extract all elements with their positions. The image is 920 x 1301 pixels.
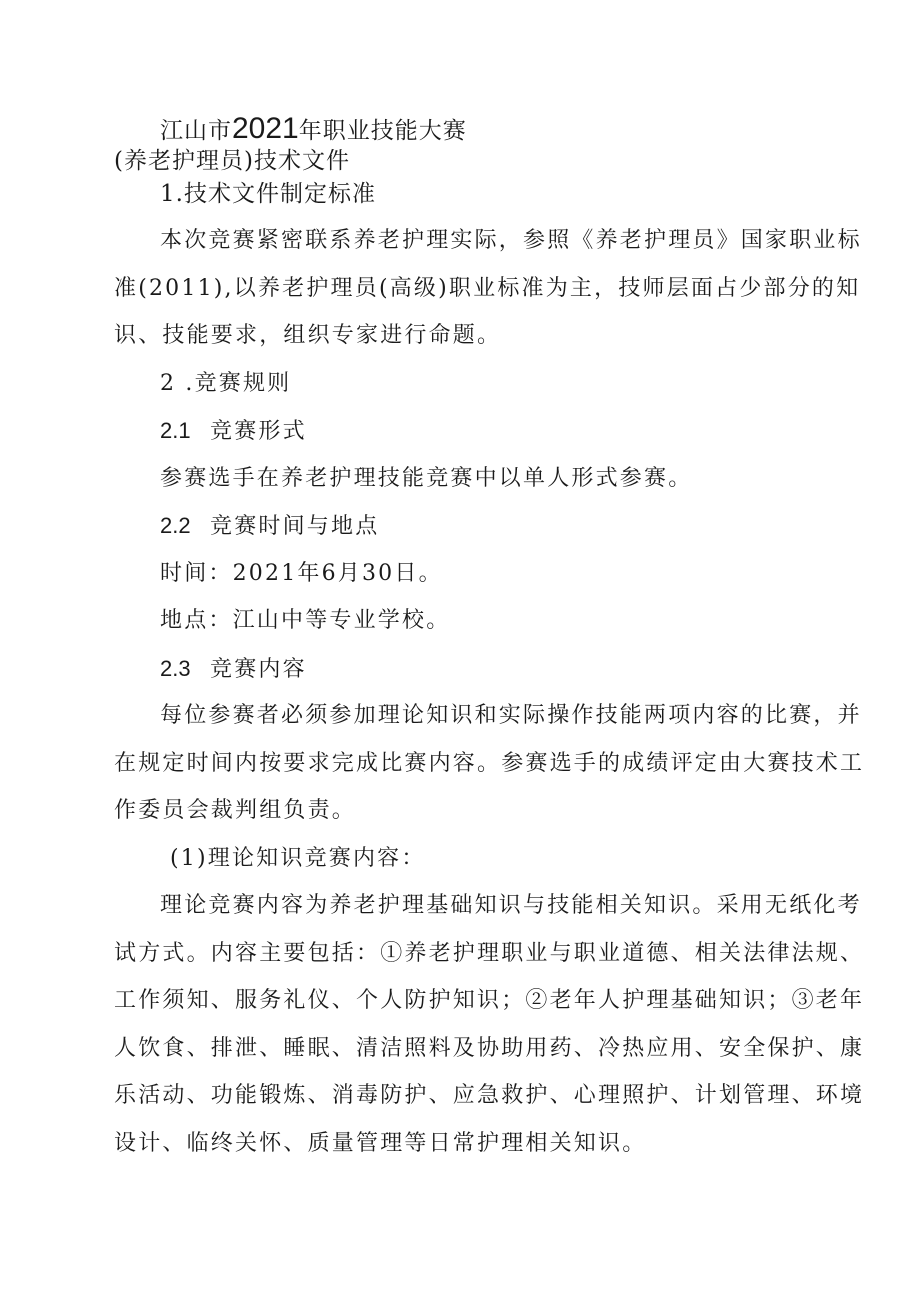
title-prefix: 江山市	[160, 118, 232, 144]
theory-content-line: 理论竞赛内容为养老护理基础知识与技能相关知识。采用无纸化考	[160, 893, 862, 918]
theory-content-line: 工作须知、服务礼仪、个人防护知识；②老年人护理基础知识；③老年	[114, 988, 865, 1013]
section-2-2-title: 竞赛时间与地点	[210, 514, 380, 539]
section-2-3-paragraph-line: 每位参赛者必须参加理论知识和实际操作技能两项内容的比赛，并	[160, 703, 862, 728]
section-2-3-heading	[160, 654, 307, 685]
section-2-1-title: 竞赛形式	[210, 419, 307, 444]
section-2-3-paragraph-line: 作委员会裁判组负责。	[114, 798, 357, 823]
section-2-1-number: 2.1	[160, 418, 191, 443]
section-2-2-number: 2.2	[160, 513, 191, 538]
theory-content-line: 设计、临终关怀、质量管理等日常护理相关知识。	[114, 1131, 647, 1156]
theory-content-line: 人饮食、排泄、睡眠、清洁照料及协助用药、冷热应用、安全保护、康	[114, 1036, 865, 1061]
theory-content-line: 乐活动、功能锻炼、消毒防护、应急救护、心理照护、计划管理、环境	[114, 1083, 865, 1108]
section-1-paragraph-line: 识、技能要求，组织专家进行命题。	[114, 323, 502, 348]
section-1-paragraph-line: 本次竞赛紧密联系养老护理实际，参照《养老护理员》国家职业标	[160, 228, 862, 253]
theory-content-heading: (1)理论知识竞赛内容：	[170, 846, 426, 871]
document-title	[160, 114, 467, 146]
section-2-3-paragraph-line: 在规定时间内按要求完成比赛内容。参赛选手的成绩评定由大赛技术工	[114, 751, 865, 776]
section-2-2-heading	[160, 511, 379, 542]
section-2-1-text: 参赛选手在养老护理技能竞赛中以单人形式参赛。	[160, 466, 693, 491]
section-2-2-time: 时间：2021年6月30日。	[160, 561, 443, 586]
section-1-paragraph-line: 准(2011),以养老护理员(高级)职业标准为主，技师层面占少部分的知	[114, 276, 861, 301]
theory-content-line: 试方式。内容主要包括：①养老护理职业与职业道德、相关法律法规、	[114, 941, 865, 966]
section-2-1-heading	[160, 416, 307, 447]
section-2-2-place: 地点：江山中等专业学校。	[160, 608, 451, 633]
section-1-heading: 1.技术文件制定标准	[160, 181, 376, 207]
section-2-heading: 2 .竞赛规则	[160, 371, 292, 396]
section-2-3-title: 竞赛内容	[210, 657, 307, 682]
title-year: 2021	[232, 112, 299, 145]
title-suffix: 年职业技能大赛	[298, 118, 467, 144]
document-subtitle: (养老护理员)技术文件	[114, 148, 350, 174]
section-2-3-number: 2.3	[160, 656, 191, 681]
